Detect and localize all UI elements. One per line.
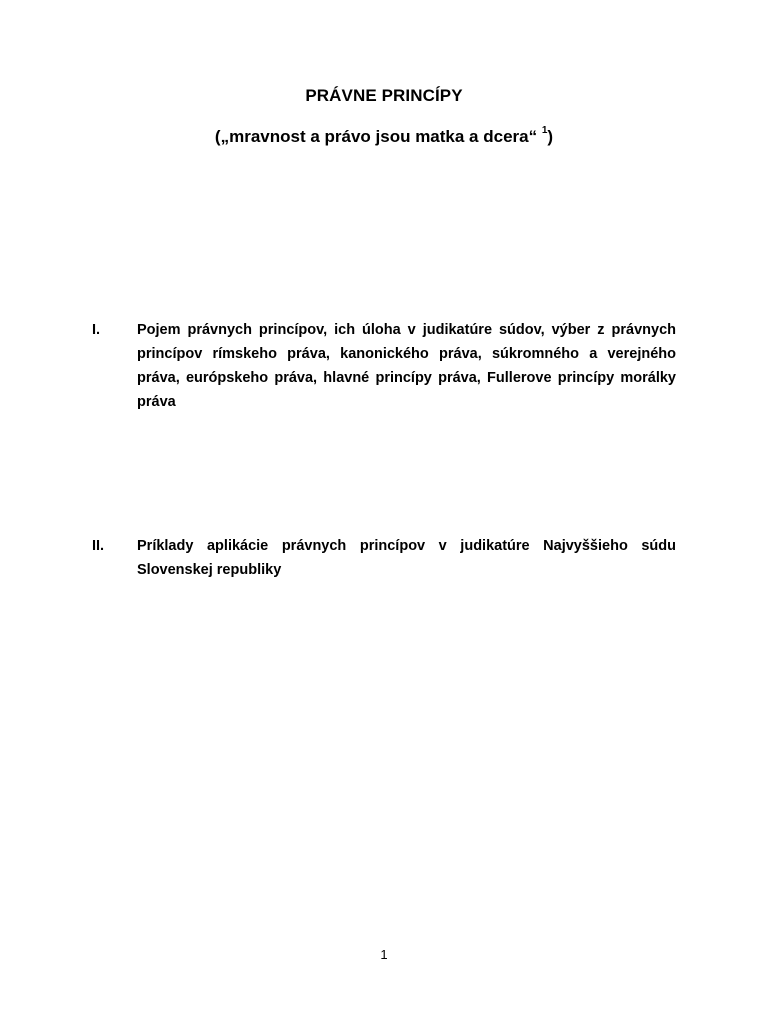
subtitle-close: ) [547,127,554,146]
subtitle-text: („mravnost a právo jsou matka a dcera“ [214,127,542,146]
section-number: II. [92,538,105,554]
section-1 [92,318,676,414]
section-text: Pojem právnych princípov, ich úloha v judikatúre súdov, výber z právnych princípov rímskeho práva, kanonického práva, súkromného a verejného práva, európskeho práva, hlavné princípy práva, Fullerove princípy morálky práva [137,322,676,410]
page-number: 1 [380,947,388,962]
document-title: PRÁVNE PRINCÍPY [305,86,463,105]
section-number: I. [92,322,101,338]
footnote-reference[interactable]: 1 [541,125,548,136]
section-text: Príklady aplikácie právnych princípov v judikatúre Najvyššieho súdu Slovenskej republiky [137,538,676,578]
section-2 [92,534,676,582]
document-subtitle [0,127,768,147]
